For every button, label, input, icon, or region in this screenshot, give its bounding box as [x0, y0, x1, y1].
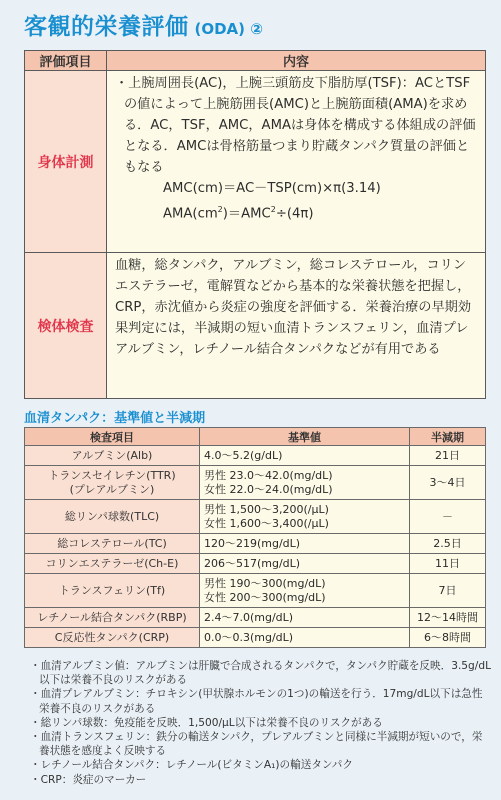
note-item: ・CRP：炎症のマーカー [30, 773, 147, 786]
section-heading: 血清タンパク：基準値と半減期 [24, 411, 206, 426]
notes [30, 659, 492, 787]
note-item: ・総リンパ球数：免疫能を反映．1,500/μL以下は栄養不良のリスクがある [30, 716, 383, 729]
table-row: コリンエステラーゼ(Ch-E) 206〜517(mg/dL) 11日 [25, 554, 486, 574]
header-test-item: 検査項目 [25, 428, 200, 446]
note-item: ・血清アルブミン値：アルブミンは肝臓で合成されるタンパクで，タンパク貯蔵を反映．3.5g/dL以下は栄養不良のリスクがある [30, 660, 491, 687]
table-row: トランスフェリン(Tf) 男性 190〜300(mg/dL) 女性 200〜300(mg/dL) 7日 [25, 574, 486, 608]
row-label-body-measurement: 身体計測 [25, 71, 107, 253]
body-measurement-content [107, 71, 486, 253]
table-row: トランスセイレチン(TTR) (プレアルブミン) 男性 23.0〜42.0(mg/dL) 女性 22.0〜24.0(mg/dL) 3〜4日 [25, 466, 486, 500]
table-row: アルブミン(Alb) 4.0〜5.2(g/dL) 21日 [25, 446, 486, 466]
evaluation-table [24, 50, 486, 399]
table-row: 総コレステロール(TC) 120〜219(mg/dL) 2.5日 [25, 534, 486, 554]
table-row: レチノール結合タンパク(RBP) 2.4〜7.0(mg/dL) 12〜14時間 [25, 608, 486, 628]
title-sub: (ODA) ② [194, 20, 263, 38]
page-title [24, 8, 263, 42]
note-item: ・レチノール結合タンパク：レチノール(ビタミンA₁)の輸送タンパク [30, 759, 353, 772]
formula-amc: AMC(cm)＝AC－TSP(cm)×π(3.14) [163, 181, 381, 196]
header-content: 内容 [107, 51, 486, 71]
serum-protein-table [24, 427, 486, 648]
header-half-life: 半減期 [410, 428, 486, 446]
body-measurement-text: ・上腕周囲長(AC)，上腕三頭筋皮下脂肪厚(TSF)：ACとTSFの値によって上腕筋囲長(AMC)と上腕筋面積(AMA)を求める．AC，TSF，AMC，AMAは身体を構成する体組成の評価となる．AMCは骨格筋量つまり貯蔵タンパク質量の評価ともなる [115, 76, 476, 175]
lab-test-content: 血糖，総タンパク，アルブミン，総コレステロール，コリンエステラーゼ，電解質などから基本的な栄養状態を把握し，CRP，赤沈値から炎症の強度を評価する．栄養治療の早期効果判定には，半減期の短い血清トランスフェリン，血清プレアルブミン，レチノール結合タンパクなどが有用である [107, 253, 486, 399]
title-main: 客観的栄養評価 [24, 14, 189, 40]
note-item: ・血清トランスフェリン：鉄分の輸送タンパク，プレアルブミンと同様に半減期が短いので，栄養状態を感度よく反映する [30, 731, 483, 758]
table-row: 総リンパ球数(TLC) 男性 1,500〜3,200(/μL) 女性 1,600〜3,400(/μL) － [25, 500, 486, 534]
header-reference: 基準値 [200, 428, 410, 446]
row-label-lab-test: 検体検査 [25, 253, 107, 399]
table-row: C反応性タンパク(CRP) 0.0〜0.3(mg/dL) 6〜8時間 [25, 628, 486, 648]
note-item: ・血清プレアルブミン：チロキシン(甲状腺ホルモンの1つ)の輸送を行う．17mg/dL以下は急性栄養不良のリスクがある [30, 688, 483, 715]
header-item: 評価項目 [25, 51, 107, 71]
formula-ama: $AMA(cm^2)=AMC^2\div(4\pi)$ [163, 205, 314, 222]
